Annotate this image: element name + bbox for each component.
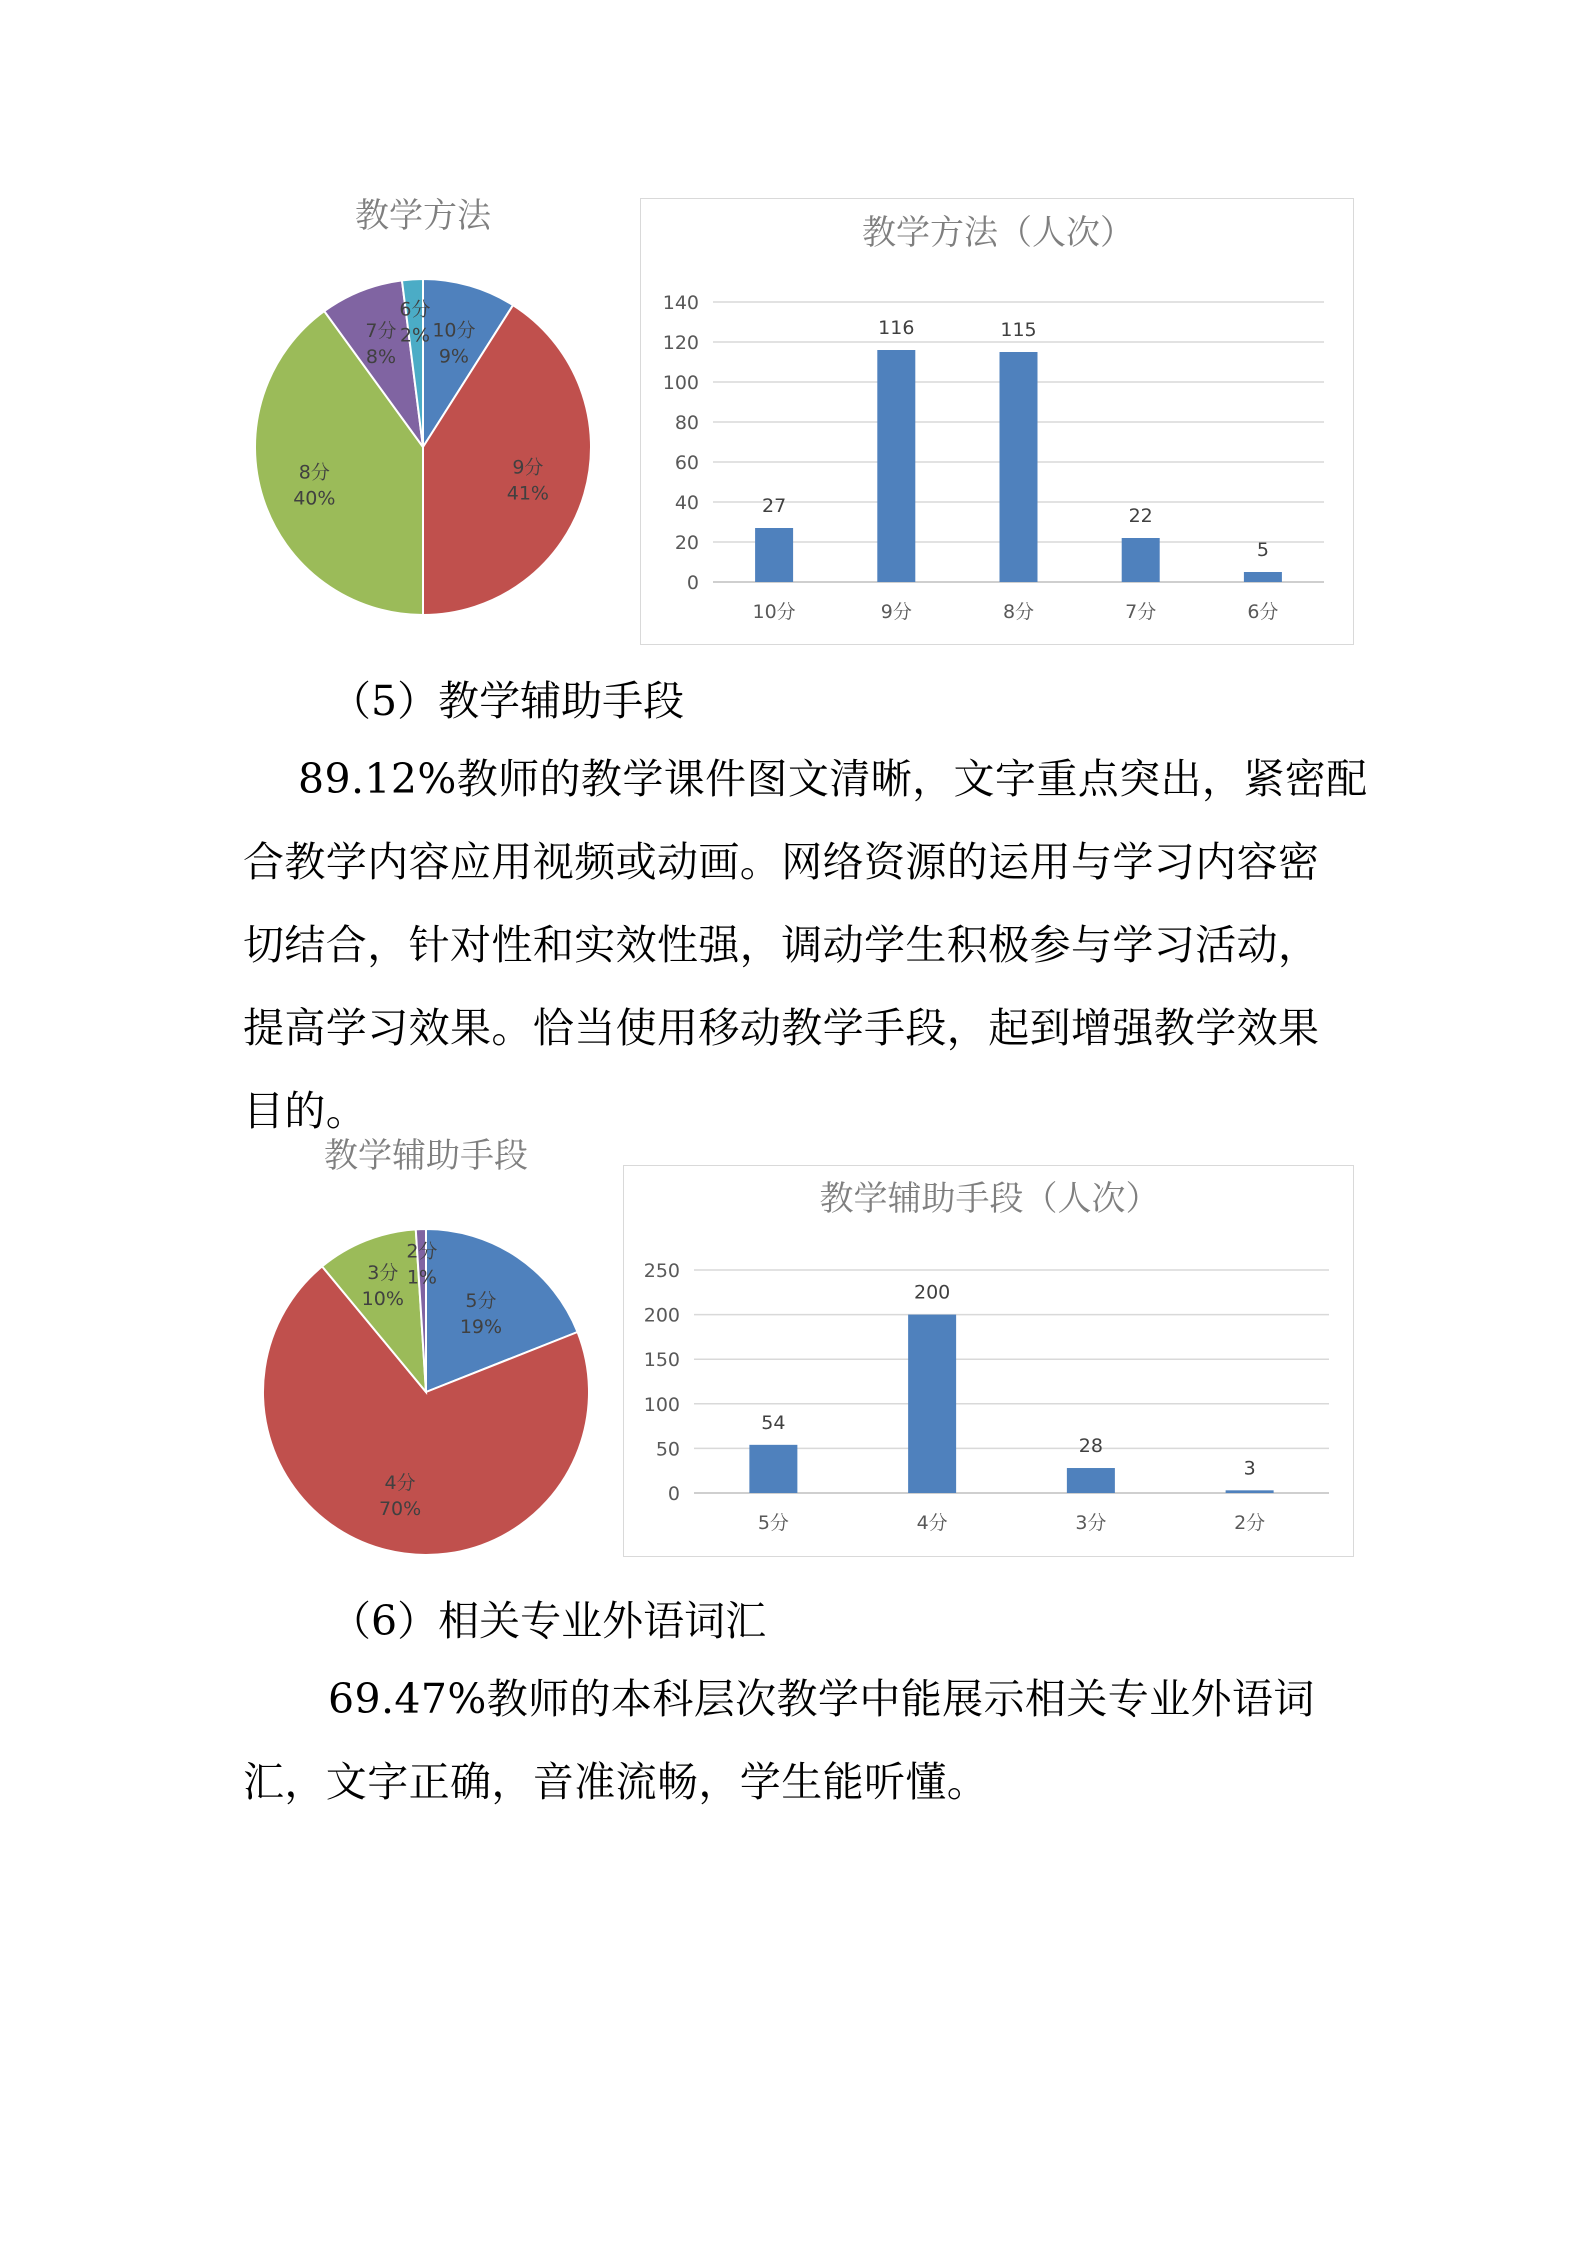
section5-heading: （5）教学辅助手段 [330, 677, 685, 725]
bar [1226, 1490, 1274, 1493]
x-tick-label: 5分 [757, 1512, 789, 1534]
slice-percent: 19% [459, 1316, 503, 1339]
paragraph-line: 89.12%教师的教学课件图文清晰，文字重点突出，紧密配 [298, 755, 1368, 803]
paragraph-line: 汇，文字正确，音准流畅，学生能听懂。 [243, 1758, 989, 1806]
slice-percent: 40% [293, 487, 336, 510]
slice-label: 2分 [406, 1240, 438, 1263]
bar [1000, 352, 1038, 582]
y-tick-label: 100 [662, 372, 699, 394]
slice-percent: 1% [406, 1266, 437, 1289]
data-label: 115 [1000, 319, 1037, 341]
slice-label: 8分 [298, 461, 330, 484]
y-tick-label: 200 [643, 1304, 680, 1327]
x-tick-label: 6分 [1247, 601, 1279, 623]
bar [877, 350, 915, 582]
bar-chart-teaching-method [640, 198, 1354, 645]
slice-percent: 2% [399, 324, 431, 347]
slice-label: 4分 [384, 1472, 416, 1495]
chart-title: 教学方法 [355, 196, 491, 236]
data-label: 200 [913, 1281, 951, 1304]
x-tick-label: 2分 [1234, 1512, 1266, 1534]
pie-chart-svg [240, 185, 610, 625]
data-label: 116 [878, 317, 915, 339]
slice-label: 3分 [367, 1261, 399, 1284]
x-tick-label: 4分 [916, 1512, 948, 1534]
bar-chart-svg [624, 1166, 1355, 1558]
data-label: 54 [761, 1411, 786, 1434]
bar [1067, 1468, 1115, 1493]
pie-chart-teaching-method [240, 185, 610, 625]
data-label: 3 [1243, 1457, 1256, 1480]
bar [908, 1315, 956, 1493]
y-tick-label: 120 [662, 332, 699, 354]
y-tick-label: 150 [643, 1349, 680, 1372]
x-tick-label: 9分 [880, 601, 912, 623]
chart-title: 教学辅助手段 [324, 1136, 528, 1176]
data-label: 28 [1078, 1435, 1103, 1458]
slice-label: 10分 [432, 319, 476, 342]
pie-chart-svg [240, 1130, 610, 1560]
y-tick-label: 0 [686, 572, 699, 594]
slice-label: 5分 [465, 1290, 497, 1313]
slice-percent: 70% [378, 1498, 422, 1521]
paragraph-line: 提高学习效果。恰当使用移动教学手段，起到增强教学效果 [243, 1004, 1320, 1052]
data-label: 5 [1256, 539, 1269, 561]
slice-percent: 41% [506, 482, 549, 505]
bar-chart-svg [641, 199, 1355, 646]
slice-label: 7分 [365, 319, 397, 342]
y-tick-label: 250 [643, 1260, 680, 1282]
slice-percent: 8% [365, 345, 397, 368]
slice-label: 6分 [399, 298, 431, 321]
y-tick-label: 40 [674, 492, 699, 514]
slice-label: 9分 [512, 456, 544, 479]
slice-percent: 10% [361, 1287, 404, 1310]
slice-percent: 9% [438, 345, 470, 368]
paragraph-line: 切结合，针对性和实效性强，调动学生积极参与学习活动， [243, 921, 1320, 969]
y-tick-label: 50 [655, 1438, 680, 1461]
bar [1244, 572, 1282, 582]
y-tick-label: 100 [643, 1393, 680, 1416]
y-tick-label: 80 [674, 412, 699, 434]
paragraph-line: 目的。 [243, 1087, 368, 1135]
y-tick-label: 20 [674, 532, 699, 554]
bar [1122, 538, 1160, 582]
paragraph-line: 69.47%教师的本科层次教学中能展示相关专业外语词 [328, 1675, 1315, 1723]
y-tick-label: 140 [662, 292, 699, 314]
bar-chart-teaching-aids [623, 1165, 1354, 1557]
section6-heading: （6）相关专业外语词汇 [330, 1597, 767, 1645]
pie-chart-teaching-aids [240, 1130, 610, 1560]
x-tick-label: 3分 [1075, 1512, 1107, 1534]
section6-paragraph [243, 1658, 1353, 1824]
data-label: 27 [762, 495, 787, 517]
section5-paragraph [243, 738, 1368, 1153]
data-label: 22 [1128, 505, 1153, 527]
x-tick-label: 10分 [752, 601, 796, 623]
y-tick-label: 0 [667, 1483, 680, 1505]
y-tick-label: 60 [674, 452, 699, 474]
chart-title: 教学方法（人次） [862, 213, 1134, 253]
bar [755, 528, 793, 582]
chart-title: 教学辅助手段（人次） [819, 1179, 1160, 1219]
bar [749, 1445, 797, 1493]
x-tick-label: 7分 [1125, 601, 1157, 623]
x-tick-label: 8分 [1002, 601, 1035, 623]
paragraph-line: 合教学内容应用视频或动画。网络资源的运用与学习内容密 [243, 838, 1320, 886]
